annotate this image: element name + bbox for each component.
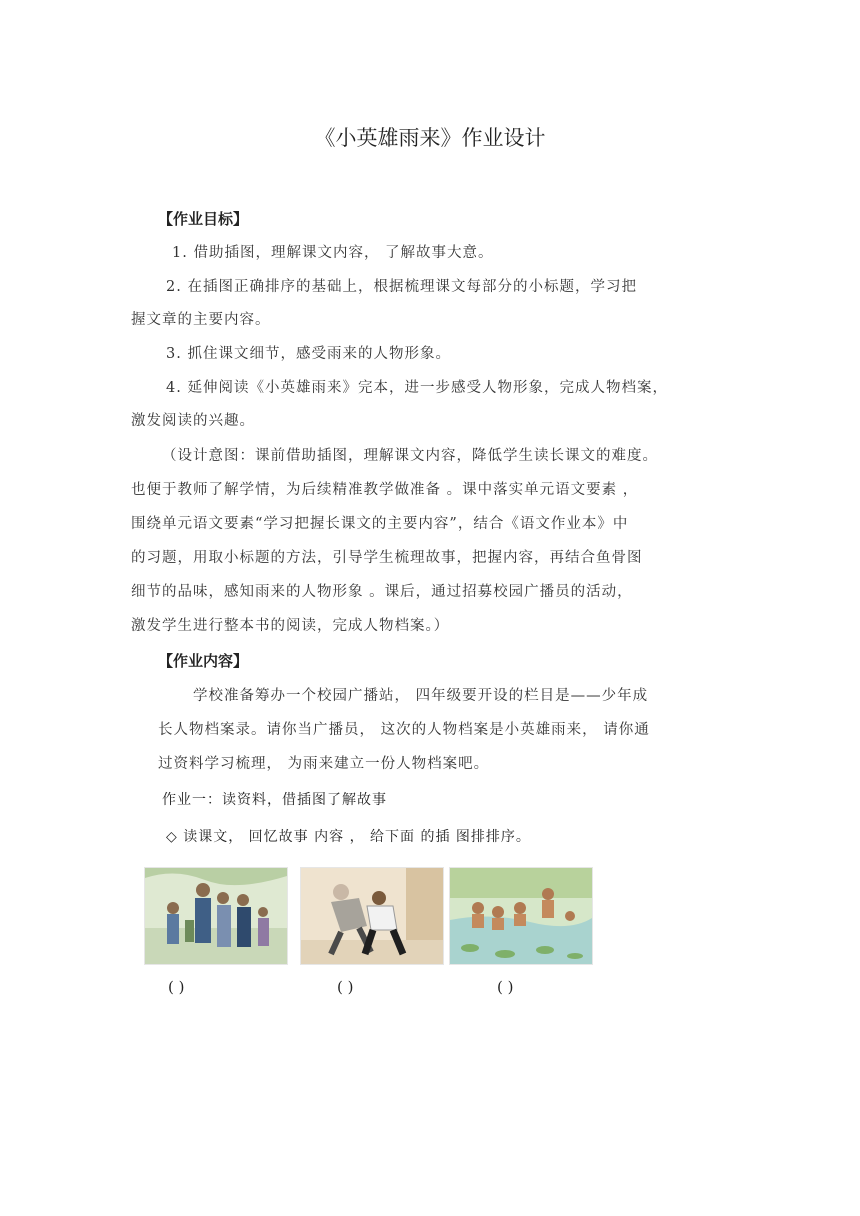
goal-item-1: 1. 借助插图，理解课文内容， 了解故事大意。 [172, 245, 494, 261]
goals-heading: 【作业目标】 [158, 210, 249, 228]
goal-item-4-cont: 激发阅读的兴趣。 [131, 413, 255, 429]
goal-item-2: 2. 在插图正确排序的基础上，根据梳理课文每部分的小标题，学习把 [166, 279, 637, 295]
intent-line-4: 的习题，用取小标题的方法，引导学生梳理故事，把握内容，再结合鱼骨图 [131, 550, 643, 566]
task1-instruction: ◇ 读课文， 回忆故事 内容 ， 给下面 的插 图排排序。 [166, 829, 531, 845]
goal-item-4: 4. 延伸阅读《小英雄雨来》完本，进一步感受人物形象，完成人物档案， [166, 380, 668, 396]
content-line-3: 过资料学习梳理， 为雨来建立一份人物档案吧。 [158, 756, 490, 772]
intent-line-3: 围绕单元语文要素“学习把握长课文的主要内容”，结合《语文作业本》中 [131, 516, 629, 532]
answer-blank-3[interactable]: ( ) [497, 978, 514, 996]
illustration-struggle-scene [300, 867, 444, 965]
intent-line-2: 也便于教师了解学情，为后续精准教学做准备 。课中落实单元语文要素 ， [131, 482, 639, 498]
illustration-children-swimming [449, 867, 593, 965]
goal-item-3: 3. 抓住课文细节，感受雨来的人物形象。 [166, 346, 451, 362]
content-line-1: 学校准备筹办一个校园广播站， 四年级要开设的栏目是——少年成 [193, 688, 649, 704]
task1-title: 作业一：读资料，借插图了解故事 [162, 792, 387, 808]
document-title: 《小英雄雨来》作业设计 [314, 126, 546, 150]
content-heading: 【作业内容】 [158, 652, 249, 670]
goal-item-2-cont: 握文章的主要内容。 [131, 312, 271, 328]
intent-line-6: 激发学生进行整本书的阅读，完成人物档案。） [131, 618, 450, 634]
illustration-group-of-villagers [144, 867, 288, 965]
answer-blank-2[interactable]: ( ) [337, 978, 354, 996]
intent-line-1: （设计意图：课前借助插图，理解课文内容，降低学生读长课文的难度。 [162, 448, 658, 464]
intent-line-5: 细节的品味，感知雨来的人物形象 。课后，通过招募校园广播员的活动， [131, 584, 633, 600]
content-line-2: 长人物档案录。请你当广播员， 这次的人物档案是小英雄雨来， 请你通 [158, 722, 650, 738]
answer-blank-1[interactable]: ( ) [168, 978, 185, 996]
